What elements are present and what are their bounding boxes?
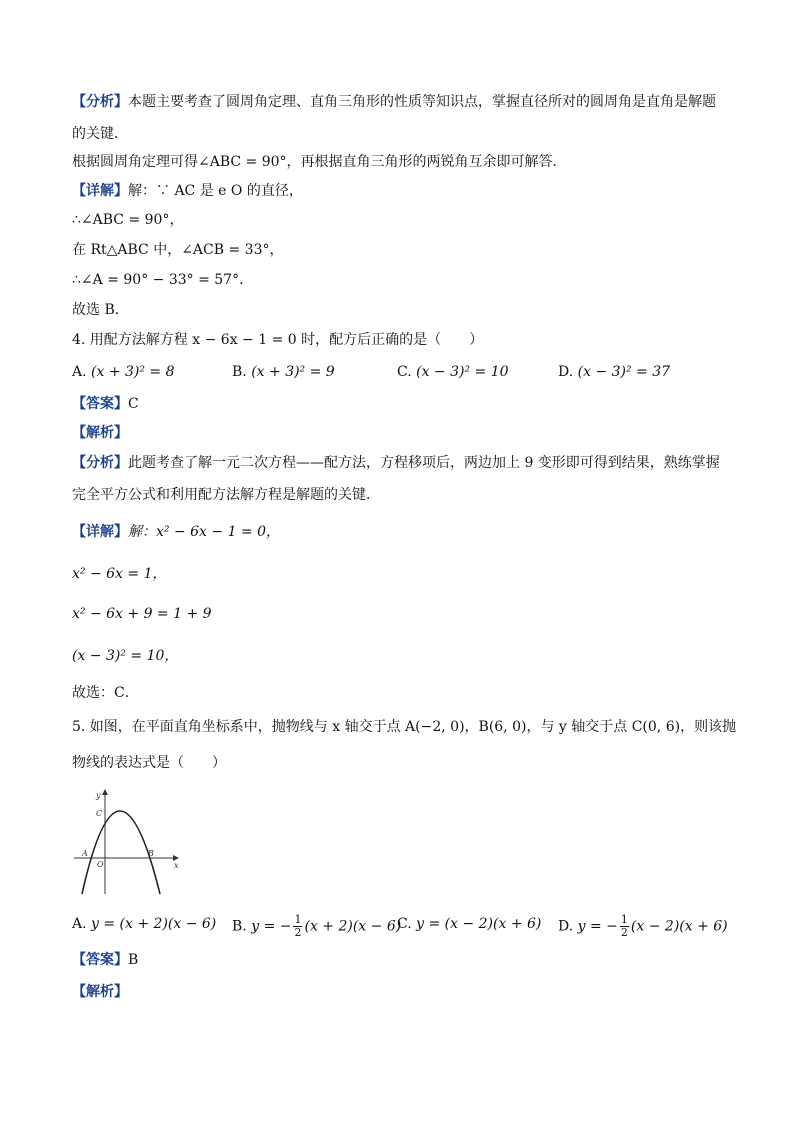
q5-stem-line1: 5. 如图，在平面直角坐标系中，抛物线与 x 轴交于点 A(−2, 0)，B(6, 0)，与 y 轴交于点 C(0, 6)，则该抛 <box>72 719 737 735</box>
answer-value: B <box>128 952 139 968</box>
detail-tag: 【详解】 <box>72 524 128 540</box>
q4-option-a: A. (x + 3)² = 8 <box>72 364 175 380</box>
analysis-text: 此题考查了解一元二次方程——配方法，方程移项后，两边加上 9 变形即可得到结果，熟练掌握 <box>128 455 720 471</box>
q5-option-b: B. y = − $\frac{1}{2}$ (x + 2)(x − 6) <box>232 913 402 939</box>
q4-step3: (x − 3)² = 10， <box>72 648 179 664</box>
q5-option-d: D. y = − $\frac{1}{2}$ (x − 2)(x + 6) <box>558 913 728 939</box>
q4-option-d: D. (x − 3)² = 37 <box>558 364 671 380</box>
detail-tag: 【详解】 <box>72 183 128 199</box>
q4-stem: 4. 用配方法解方程 x − 6x − 1 = 0 时，配方后正确的是（ ） <box>72 332 484 348</box>
q4-option-c: C. (x − 3)² = 10 <box>397 364 509 380</box>
q5-answer <box>72 950 138 970</box>
q5-jiexi <box>72 982 128 1002</box>
q4-analysis-line1 <box>72 453 720 473</box>
q4-option-b: B. (x + 3)² = 9 <box>232 364 335 380</box>
q3-analysis-line3: 根据圆周角定理可得∠ABC = 90°，再根据直角三角形的两锐角互余即可解答． <box>72 154 567 170</box>
q3-choose: 故选 B． <box>72 302 129 318</box>
answer-value: C <box>128 396 139 412</box>
fraction: $\frac{1}{2}$ <box>294 913 302 939</box>
q4-answer <box>72 394 139 414</box>
analysis-tag: 【分析】 <box>72 94 128 110</box>
q5-stem-line2: 物线的表达式是（ ） <box>72 755 226 771</box>
q4-detail-line1 <box>72 522 280 542</box>
label-b: B <box>148 849 154 858</box>
q3-detail-line1 <box>72 181 303 201</box>
label-c: C <box>96 809 103 818</box>
q3-detail-line3: 在 Rt△ABC 中，∠ACB = 33°， <box>72 242 284 258</box>
jiexi-tag: 【解析】 <box>72 425 128 441</box>
label-o: O <box>97 860 104 869</box>
q4-step2: x² − 6x + 9 = 1 + 9 <box>72 606 212 622</box>
label-a: A <box>82 849 88 858</box>
q3-detail-line2: ∴∠ABC = 90°， <box>72 212 184 228</box>
analysis-tag: 【分析】 <box>72 455 128 471</box>
q4-analysis-line2: 完全平方公式和利用配方法解方程是解题的关键． <box>72 487 380 503</box>
q3-analysis-line2: 的关键． <box>72 126 128 142</box>
answer-tag: 【答案】 <box>72 952 128 968</box>
q5-option-a: A. y = (x + 2)(x − 6) <box>72 916 217 932</box>
q4-jiexi <box>72 423 128 443</box>
answer-tag: 【答案】 <box>72 396 128 412</box>
q4-step1: x² − 6x = 1， <box>72 566 167 582</box>
jiexi-tag: 【解析】 <box>72 984 128 1000</box>
detail-text: 解：x² − 6x − 1 = 0， <box>128 524 281 540</box>
fraction: $\frac{1}{2}$ <box>620 913 628 939</box>
q4-choose: 故选：C． <box>72 685 139 701</box>
parabola-figure <box>72 788 184 898</box>
detail-text: 解：∵ AC 是 e O 的直径， <box>128 183 303 199</box>
q3-detail-line4: ∴∠A = 90° − 33° = 57°． <box>72 272 254 288</box>
q5-option-c: C. y = (x − 2)(x + 6) <box>397 916 542 932</box>
label-x: x <box>174 861 179 870</box>
q3-analysis-line1 <box>72 92 716 112</box>
analysis-text: 本题主要考查了圆周角定理、直角三角形的性质等知识点，掌握直径所对的圆周角是直角是解题 <box>128 94 716 110</box>
label-y: y <box>96 791 101 800</box>
